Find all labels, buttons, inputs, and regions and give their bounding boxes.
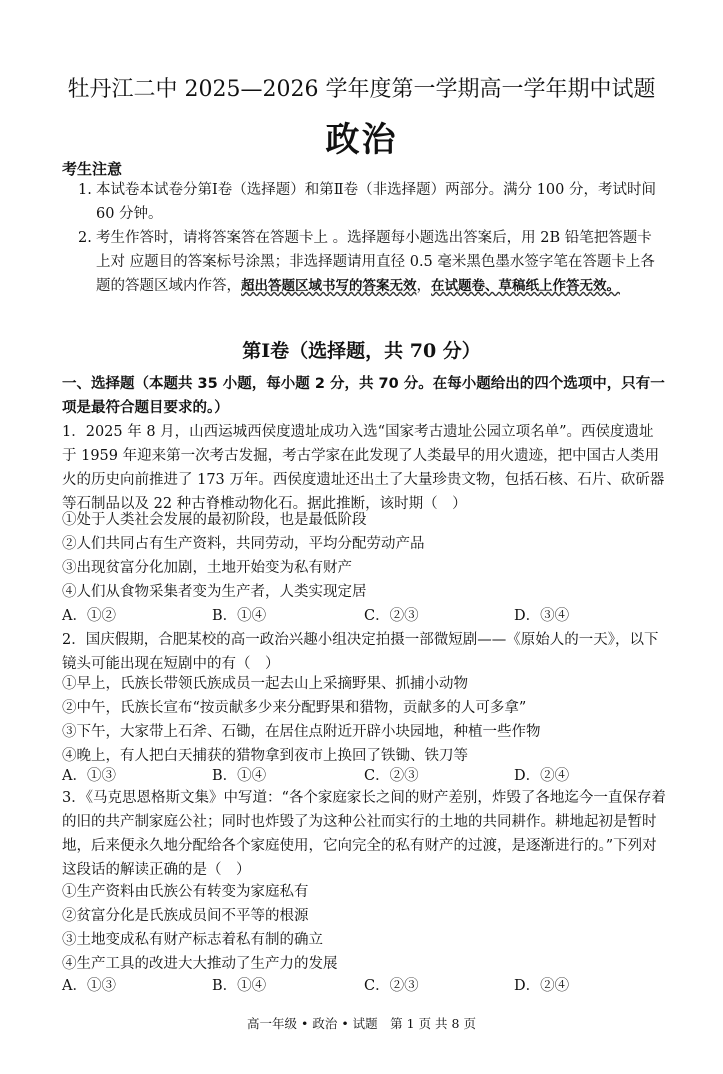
- choice-b: B．①④: [212, 978, 267, 994]
- choice-d: D．②④: [514, 768, 570, 784]
- question-2-stem: 2．国庆假期，合肥某校的高一政治兴趣小组决定拍摄一部微短剧——《原始人的一天》，以下镜头可能出现在短剧中的有（ ）: [62, 632, 659, 672]
- choice-d: D．③④: [514, 608, 570, 624]
- choice-b: B．①④: [212, 608, 267, 624]
- question-1-choices: [62, 604, 622, 628]
- choice-a: A．①②: [62, 608, 116, 624]
- choice-c: C．②③: [364, 608, 419, 624]
- question-1-option: ④人们从食物采集者变为生产者，人类实现定居: [62, 584, 367, 600]
- page-footer: 高一年级 • 政治 • 试题 第 1 页 共 8 页: [247, 1016, 476, 1031]
- notice-item-main: 考生作答时，请将答案答在答题卡上 。选择题每小题选出答案后，用 2B 铅笔把答题卡上对 应题目的答案标号涂黑；非选择题请用直径 0.5 毫米黑色墨水签字笔在答题卡上各题的答题区域内作答，: [96, 230, 655, 294]
- notice-item-number: 1.: [78, 182, 92, 198]
- choice-d: D．②④: [514, 978, 570, 994]
- notice-heading: 考生注意: [62, 160, 123, 178]
- question-3-option: ②贫富分化是氏族成员间不平等的根源: [62, 908, 309, 924]
- question-3-choices: [62, 974, 622, 998]
- section-instruction: 一、选择题（本题共 35 小题，每小题 2 分，共 70 分。在每小题给出的四个选项中，只有一项是最符合题目要求的。）: [62, 376, 665, 416]
- section-title: 第Ⅰ卷（选择题，共 70 分）: [242, 340, 481, 362]
- question-2-choices: [62, 764, 622, 788]
- notice-item-number: 2.: [78, 230, 92, 246]
- question-2-option: ②中午，氏族长宣布“按贡献多少来分配野果和猎物，贡献多的人可多拿”: [62, 700, 527, 716]
- question-2-option: ③下午，大家带上石斧、石锄，在居住点附近开辟小块园地，种植一些作物: [62, 724, 541, 740]
- notice-item-1: [78, 178, 663, 226]
- question-3-option: ④生产工具的改进大大推动了生产力的发展: [62, 956, 338, 972]
- warning-text: 在试题卷、草稿纸上作答无效。: [431, 278, 620, 294]
- exam-title: 牡丹江二中 2025—2026 学年度第一学期高一学年期中试题: [67, 77, 656, 102]
- question-1-option: ③出现贫富分化加剧，土地开始变为私有财产: [62, 560, 352, 576]
- question-3-option: ①生产资料由氏族公有转变为家庭私有: [62, 884, 309, 900]
- question-3-stem: 3．《马克思恩格斯文集》中写道：“各个家庭家长之间的财产差别，炸毁了各地迄今一直保存着的旧的共产制家庭公社；同时也炸毁了为这种公社而实行的土地的共同耕作。耕地起初是暂时地，后来便永久地分配给各个家庭使用，它向完全的私有财产的过渡，是逐渐进行的。”下列对这段话的解读正确的是（ ）: [62, 790, 666, 878]
- question-1-option: ②人们共同占有生产资料，共同劳动，平均分配劳动产品: [62, 536, 425, 552]
- subject-title: 政治: [325, 120, 398, 160]
- choice-c: C．②③: [364, 768, 419, 784]
- warning-separator: ，: [416, 278, 431, 294]
- question-1-option: ①处于人类社会发展的最初阶段，也是最低阶段: [62, 512, 367, 528]
- question-2-option: ①早上，氏族长带领氏族成员一起去山上采摘野果、抓捕小动物: [62, 676, 468, 692]
- choice-c: C．②③: [364, 978, 419, 994]
- notice-item-2: [78, 226, 663, 298]
- choice-b: B．①④: [212, 768, 267, 784]
- choice-a: A．①③: [62, 978, 116, 994]
- warning-text: 超出答题区域书写的答案无效: [241, 278, 417, 294]
- choice-a: A．①③: [62, 768, 116, 784]
- question-3-option: ③土地变成私有财产标志着私有制的确立: [62, 932, 323, 948]
- question-2-option: ④晚上，有人把白天捕获的猎物拿到夜市上换回了铁锄、铁刀等: [62, 748, 468, 764]
- notice-item-text: [96, 226, 663, 298]
- notice-item-text: 本试卷本试卷分第Ⅰ卷（选择题）和第Ⅱ卷（非选择题）两部分。满分 100 分，考试时间 60 分钟。: [96, 182, 656, 222]
- question-1-stem: 1．2025 年 8 月，山西运城西侯度遗址成功入选“国家考古遗址公园立项名单”。西侯度遗址于 1959 年迎来第一次考古发掘，考古学家在此发现了人类最早的用火遗迹，把中国古人类用火的历史向前推进了 173 万年。西侯度遗址还出土了大量珍贵文物，包括石核、石片、砍斫器等石制品以及 22 种古脊椎动物化石。据此推断，该时期（ ）: [62, 424, 665, 512]
